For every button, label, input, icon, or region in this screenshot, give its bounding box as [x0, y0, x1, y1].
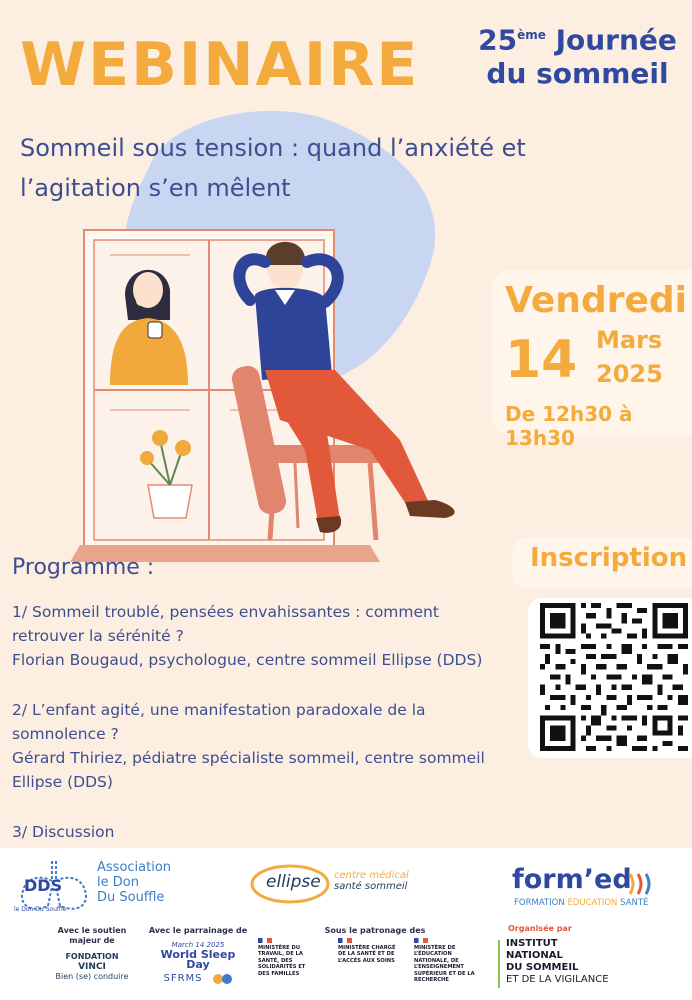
flag-icon	[338, 938, 352, 943]
event-day-name: Vendredi	[505, 280, 687, 321]
insv-bar	[498, 940, 500, 988]
ministry-3-text: MINISTÈRE DE L’ÉDUCATION NATIONALE, DE L’ENSEIGNEMENT SUPÉRIEUR ET DE LA RECHERCHE	[414, 945, 475, 984]
programme-item-3	[12, 820, 502, 844]
illustration	[70, 210, 530, 570]
flag-icon	[414, 938, 428, 943]
formed-tag-2: ÉDUCATION	[567, 898, 618, 908]
vinci-logo	[52, 952, 132, 982]
support-label-line-1: Avec le soutien	[57, 926, 127, 935]
support-label-line-2: majeur de	[69, 936, 115, 945]
dds-association-name	[97, 860, 171, 905]
subtitle-line-1: Sommeil sous tension : quand l’anxiété et	[20, 134, 526, 162]
programme-heading: Programme :	[12, 555, 155, 580]
event-month: Mars	[596, 326, 663, 354]
sfrms-circles-icon	[212, 972, 234, 986]
programme-item-1-speaker: Florian Bougaud, psychologue, centre sommeil Ellipse (DDS)	[12, 651, 483, 669]
programme-item-2-speaker-2: Ellipse (DDS)	[12, 773, 113, 791]
ellipse-name: ellipse	[266, 872, 321, 892]
dds-name-line-2: le Don	[97, 875, 139, 890]
webinar-subtitle	[20, 128, 620, 208]
event-day-number: 14	[505, 330, 578, 390]
dds-sub-name: le Don Du Souffle	[14, 906, 67, 913]
sfrms-logo: SFRMS	[163, 973, 203, 984]
formed-tagline	[514, 898, 648, 908]
ministry-2	[338, 938, 400, 964]
vinci-line-3: Bien (se) conduire	[55, 972, 129, 981]
insv-line-1: INSTITUT	[506, 938, 558, 949]
edition-badge	[470, 18, 685, 91]
programme-item-2-line-2: somnolence ?	[12, 725, 119, 743]
ellipse-sub-line-1: centre médical	[334, 870, 409, 881]
webinar-title: WEBINAIRE	[20, 30, 420, 100]
ministry-3	[414, 938, 482, 983]
programme-item-2	[12, 698, 502, 794]
flag-icon	[258, 938, 272, 943]
insv-line-2: NATIONAL	[506, 950, 563, 961]
registration-label: Inscription	[530, 543, 688, 573]
dds-short-name: DDS	[24, 876, 63, 895]
patronage-label: Sous le patronage des	[324, 926, 426, 935]
formed-tag-3: SANTÉ	[620, 898, 649, 908]
programme-item-3-line-1: 3/ Discussion	[12, 823, 115, 841]
programme-item-2-line-1: 2/ L’enfant agité, une manifestation paradoxale de la	[12, 701, 426, 719]
ellipse-sub-line-2: santé sommeil	[334, 881, 408, 892]
vinci-line-2: VINCI	[78, 962, 106, 972]
programme-item-1	[12, 600, 502, 672]
event-year: 2025	[596, 360, 663, 388]
ministry-1-text: MINISTÈRE DU TRAVAIL, DE LA SANTÉ, DES SOLIDARITÉS ET DES FAMILLES	[258, 945, 306, 977]
subtitle-line-2: l’agitation s’en mêlent	[20, 174, 291, 202]
support-label	[52, 926, 132, 946]
wsd-name: World Sleep Day	[160, 948, 236, 971]
programme-item-2-speaker-1: Gérard Thiriez, pédiatre spécialiste sommeil, centre sommeil	[12, 749, 485, 767]
edition-text-2: du sommeil	[486, 57, 669, 91]
dds-name-line-1: Association	[97, 860, 172, 875]
edition-suffix: ème	[517, 28, 546, 42]
dds-name-line-3: Du Souffle	[97, 890, 165, 905]
edition-number: 25	[478, 23, 518, 57]
ellipse-subtitle	[334, 870, 409, 892]
vinci-line-1: FONDATION	[65, 952, 119, 961]
insv-line-4: ET DE LA VIGILANCE	[506, 974, 609, 985]
formed-waves-icon	[626, 870, 662, 898]
insv-logo	[506, 938, 609, 986]
registration-qr-code[interactable]	[540, 603, 688, 751]
programme-item-1-line-1: 1/ Sommeil troublé, pensées envahissantes : comment	[12, 603, 439, 621]
formed-name: form’ed	[512, 864, 632, 895]
parrainage-label: Avec le parrainage de	[148, 926, 248, 935]
ministry-1	[258, 938, 318, 977]
insv-line-3: DU SOMMEIL	[506, 962, 579, 973]
formed-tag-1: FORMATION	[514, 898, 565, 908]
event-time: De 12h30 à 13h30	[505, 402, 633, 450]
organised-label: Organisée par	[508, 924, 572, 933]
ministry-2-text: MINISTÈRE CHARGÉ DE LA SANTÉ ET DE L’ACCÈS AUX SOINS	[338, 945, 396, 964]
programme-item-1-line-2: retrouver la sérénité ?	[12, 627, 184, 645]
wsd-date: March 14 2025	[171, 941, 225, 949]
edition-text-1: Journée	[555, 23, 677, 57]
footer-logos	[0, 848, 692, 1000]
